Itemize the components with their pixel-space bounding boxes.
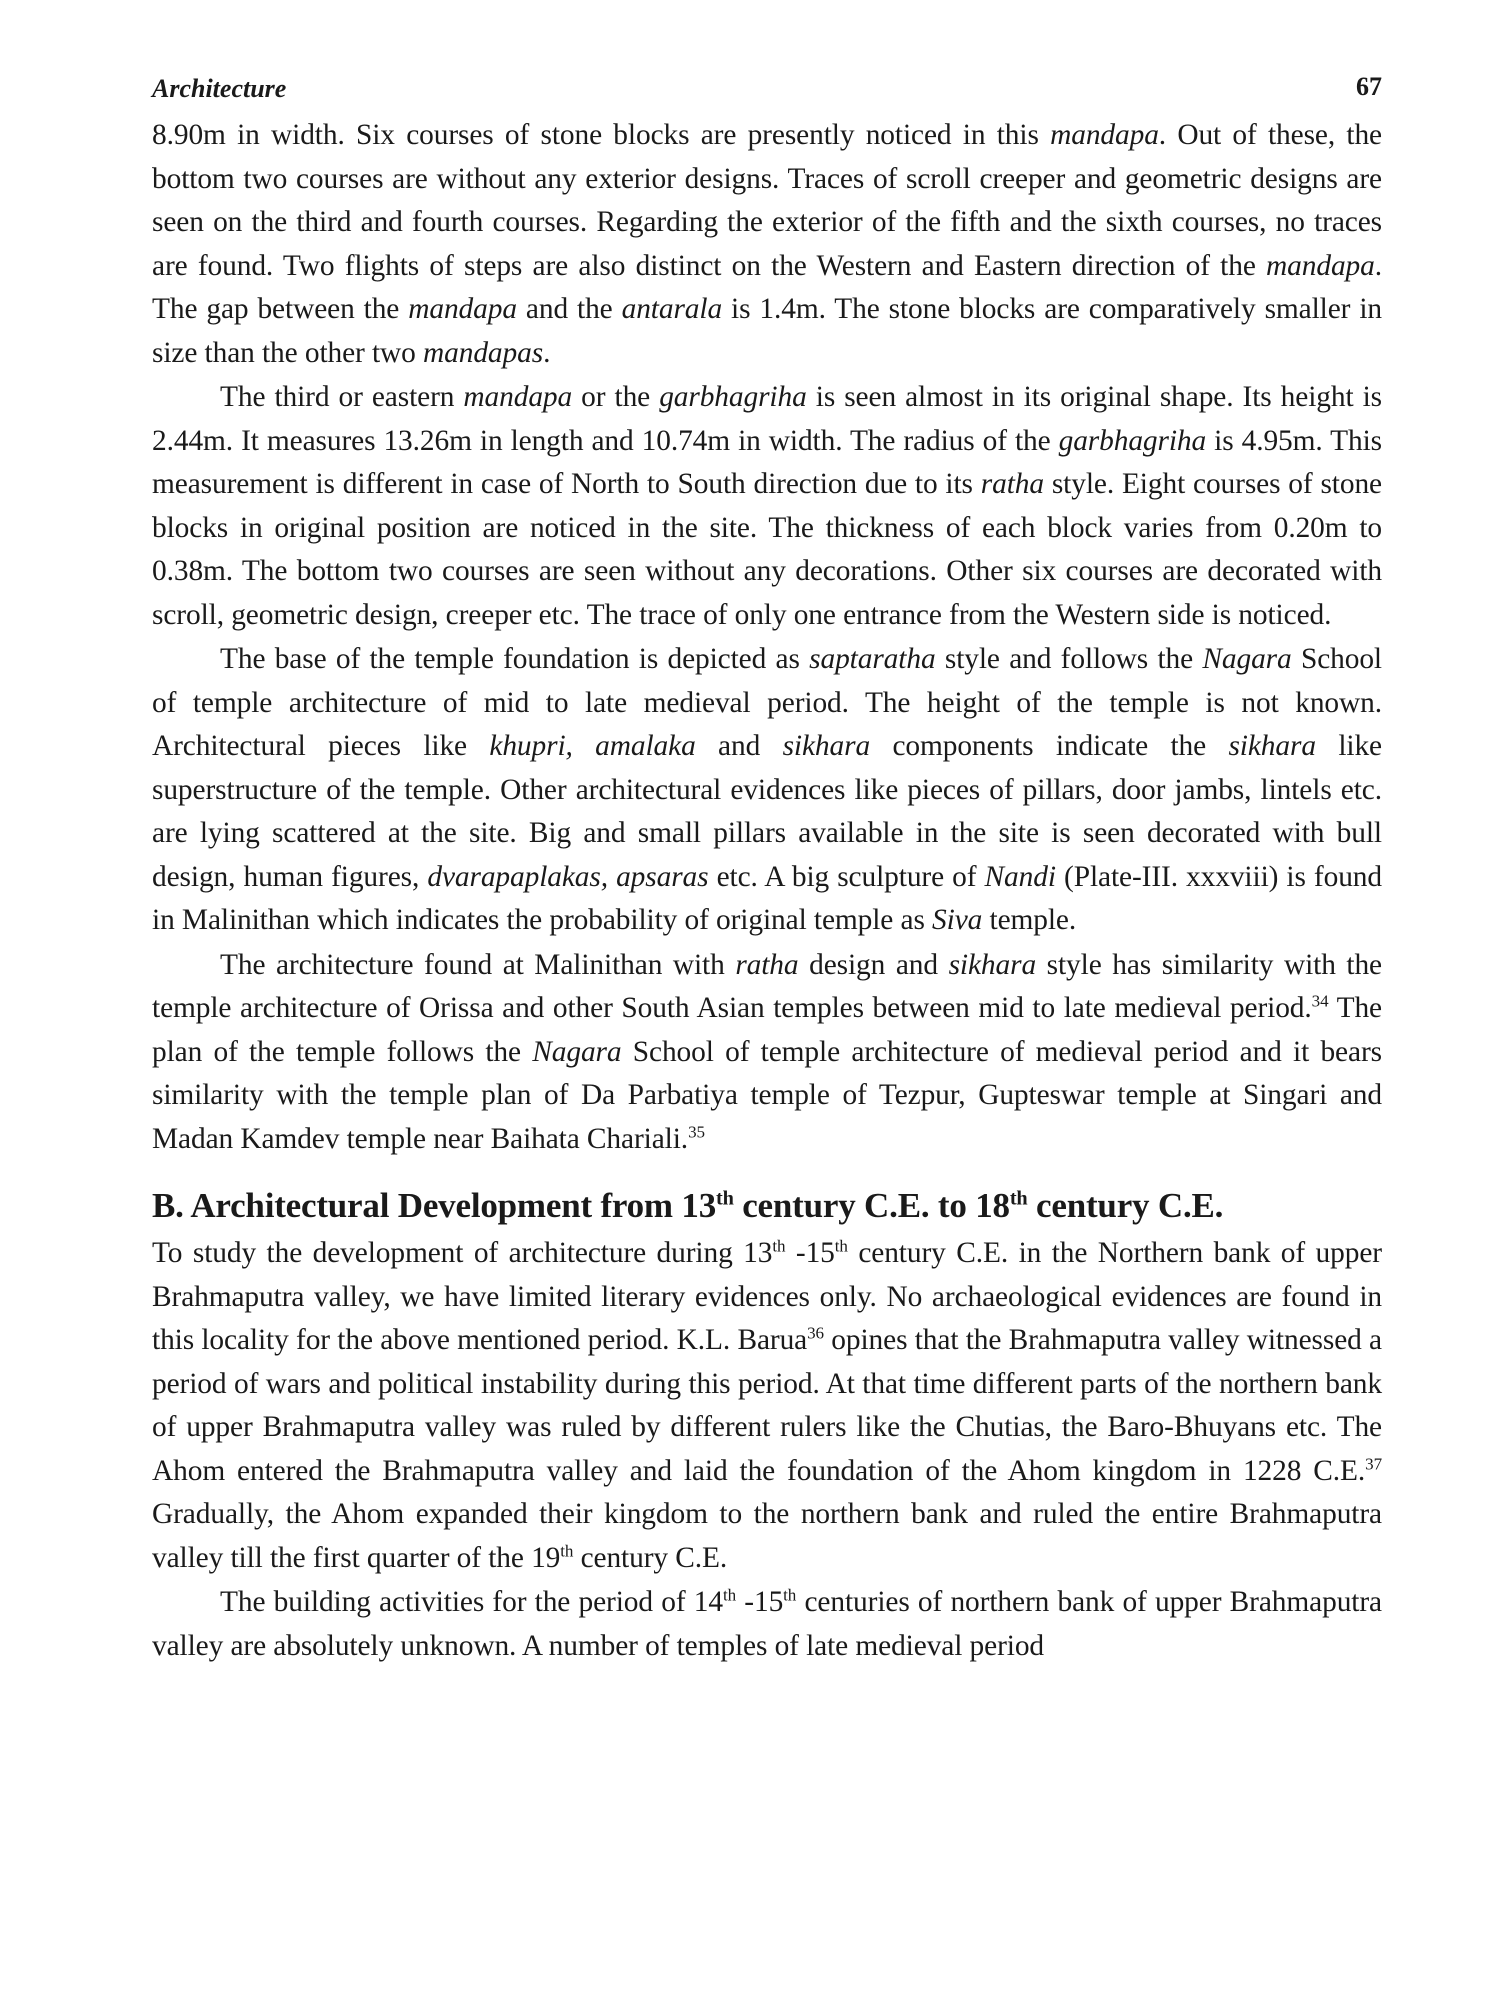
- italic-term: ratha: [735, 948, 799, 981]
- text-run: design and: [798, 948, 949, 981]
- text-run: B. Architectural Development from 13: [152, 1186, 717, 1225]
- text-run: -15: [736, 1586, 784, 1618]
- italic-term: Nagara: [1202, 643, 1292, 675]
- text-run: 8.90m in width. Six courses of stone blocks are presently noticed in this: [152, 119, 1051, 151]
- text-run: The third or eastern: [220, 381, 464, 413]
- paragraph: [152, 114, 1382, 375]
- italic-term: mandapa: [408, 293, 517, 325]
- body-text: [152, 114, 1382, 1668]
- text-run: century C.E.: [1027, 1186, 1224, 1225]
- text-run: centuries of northern bank of upper Brahmaputra valley are absolutely unknown. A number of temples of late medieval period: [152, 1586, 1382, 1662]
- book-page: [152, 62, 1382, 1668]
- italic-term: Nagara: [532, 1035, 622, 1068]
- paragraph: [152, 638, 1382, 943]
- text-run: is seen almost in its original shape. Its height is 2.44m. It measures 13.26m in length and 10.74m in width. The radius of the: [152, 381, 1382, 457]
- italic-term: khupri, amalaka: [489, 730, 696, 762]
- footnote-superscript: th: [722, 1585, 737, 1605]
- paragraph: [152, 1581, 1382, 1668]
- footnote-superscript: 37: [1365, 1453, 1382, 1473]
- italic-term: garbhagriha: [1058, 424, 1207, 457]
- paragraph: [152, 376, 1382, 637]
- text-run: century C.E. to 18: [733, 1186, 1010, 1225]
- italic-term: mandapa: [1266, 249, 1375, 282]
- text-run: The plan of the temple follows the: [152, 992, 1382, 1068]
- text-run: style and follows the: [935, 643, 1203, 675]
- footnote-superscript: th: [716, 1187, 734, 1210]
- text-run: Gradually, the Ahom expanded their kingdom to the northern bank and ruled the entire Brahmaputra valley till the first quarter of the 19: [152, 1498, 1382, 1574]
- italic-term: saptaratha: [809, 643, 936, 675]
- italic-term: Siva: [932, 904, 983, 936]
- text-run: etc. A big sculpture of: [708, 860, 985, 893]
- italic-term: sikhara: [782, 730, 871, 762]
- text-run: temple.: [982, 904, 1077, 936]
- text-run: is 1.4m. The stone blocks are comparatively smaller in size than the other two: [152, 293, 1382, 369]
- text-run: School of temple architecture of medieval period and it bears similarity with the temple plan of Da Parbatiya temple of Tezpur, Gupteswar temple at Singari and Madan Kamdev temple near Baihata Chariali.: [152, 1035, 1382, 1155]
- italic-term: sikhara: [1228, 730, 1316, 762]
- text-run: style has similarity with the temple architecture of Orissa and other South Asian temples between mid to late medieval period.: [152, 948, 1382, 1024]
- text-run: To study the development of architecture during 13: [152, 1237, 773, 1269]
- italic-term: antarala: [621, 293, 723, 325]
- page-number: 67: [1356, 72, 1382, 101]
- paragraph: [152, 944, 1382, 1162]
- italic-term: mandapa: [463, 381, 573, 413]
- text-run: The architecture found at Malinithan with: [220, 948, 736, 981]
- footnote-superscript: th: [560, 1540, 574, 1560]
- italic-term: dvarapaplakas, apsaras: [427, 860, 709, 893]
- footnote-superscript: 36: [807, 1323, 824, 1343]
- footnote-superscript: 35: [688, 1121, 705, 1141]
- italic-term: sikhara: [948, 948, 1037, 981]
- text-run: components indicate the: [870, 730, 1229, 762]
- running-title: Architecture: [152, 74, 287, 103]
- footnote-superscript: th: [783, 1585, 797, 1605]
- text-run: is 4.95m. This measurement is different in case of North to South direction due to its: [152, 424, 1382, 500]
- paragraph: [152, 1232, 1382, 1580]
- text-run: The building activities for the period of 14: [220, 1586, 723, 1618]
- section-heading: [152, 1183, 1382, 1229]
- footnote-superscript: th: [772, 1236, 786, 1256]
- footnote-superscript: th: [1009, 1187, 1028, 1210]
- text-run: or the: [572, 381, 660, 413]
- text-run: (Plate-III. xxxviii) is found in Malinithan which indicates the probability of original temple as: [152, 860, 1382, 936]
- text-run: . Out of these, the bottom two courses are without any exterior designs. Traces of scroll creeper and geometric designs are seen on the third and fourth courses. Regarding the exterior of the fifth and the sixth courses, no traces are found. Two flights of steps are also distinct on the Western and Eastern direction of the: [152, 119, 1382, 282]
- text-run: and: [695, 730, 783, 762]
- text-run: century C.E.: [573, 1541, 728, 1574]
- text-run: -15: [785, 1237, 835, 1269]
- italic-term: ratha: [980, 468, 1044, 500]
- italic-term: Nandi: [984, 860, 1056, 893]
- italic-term: mandapa: [1050, 119, 1159, 151]
- text-run: The base of the temple foundation is depicted as: [220, 643, 810, 675]
- text-run: . The gap between the: [152, 249, 1382, 325]
- text-run: style. Eight courses of stone blocks in original position are noticed in the site. The thickness of each block varies from 0.20m to 0.38m. The bottom two courses are seen without any decorations. Other six courses are decorated with scroll, geometric design, creeper etc. The trace of only one entrance from the Western side is noticed.: [152, 468, 1382, 631]
- text-run: like superstructure of the temple. Other architectural evidences like pieces of pillars, door jambs, lintels etc. are lying scattered at the site. Big and small pillars available in the site is seen decorated with bull design, human figures,: [152, 730, 1382, 893]
- text-run: century C.E. in the Northern bank of upper Brahmaputra valley, we have limited literary evidences only. No archaeological evidences are found in this locality for the above mentioned period. K.L. Barua: [152, 1237, 1382, 1356]
- text-run: School of temple architecture of mid to late medieval period. The height of the temple is not known. Architectural pieces like: [152, 643, 1382, 762]
- footnote-superscript: th: [834, 1236, 848, 1256]
- text-run: .: [543, 336, 551, 369]
- text-run: and the: [516, 293, 622, 325]
- running-header: [152, 62, 1382, 112]
- text-run: opines that the Brahmaputra valley witnessed a period of wars and political instability during this period. At that time different parts of the northern bank of upper Brahmaputra valley was ruled by different rulers like the Chutias, the Baro-Bhuyans etc. The Ahom entered the Brahmaputra valley and laid the foundation of the Ahom kingdom in 1228 C.E.: [152, 1324, 1383, 1487]
- italic-term: garbhagriha: [659, 381, 807, 413]
- italic-term: mandapas: [423, 336, 544, 369]
- footnote-superscript: 34: [1311, 991, 1329, 1011]
